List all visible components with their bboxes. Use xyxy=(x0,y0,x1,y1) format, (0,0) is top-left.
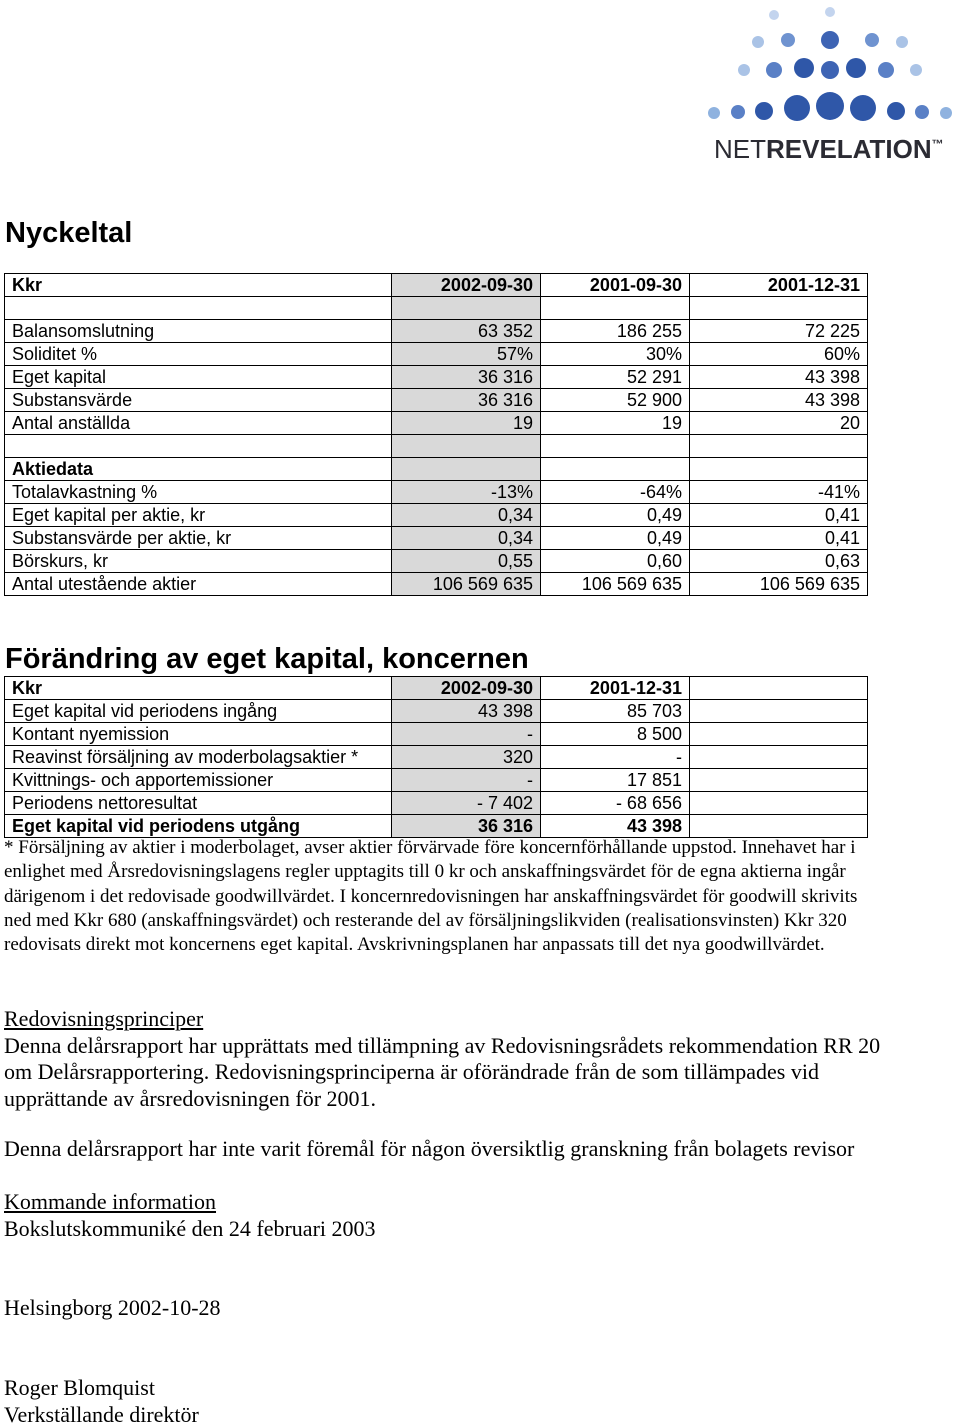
table-cell: 2002-09-30 xyxy=(392,677,541,700)
table-cell: - xyxy=(541,746,690,769)
row-label: Eget kapital per aktie, kr xyxy=(5,504,392,527)
review-note: Denna delårsrapport har inte varit föremål för någon översiktlig granskning från bolagets revisor xyxy=(4,1136,956,1163)
table-cell: 2001-12-31 xyxy=(690,274,868,297)
table-cell: 0,55 xyxy=(392,550,541,573)
table-cell: 52 291 xyxy=(541,366,690,389)
table-cell: 19 xyxy=(392,412,541,435)
table-cell xyxy=(690,435,868,458)
table-cell: 57% xyxy=(392,343,541,366)
footnote-line: redovisats direkt mot koncernens eget kapital. Avskrivningsplanen har anpassats till det nya goodwillvärdet. xyxy=(4,933,956,957)
table-cell: 2001-12-31 xyxy=(541,677,690,700)
upcoming-text: Bokslutskommuniké den 24 februari 2003 xyxy=(4,1216,956,1243)
table-cell: 17 851 xyxy=(541,769,690,792)
table-cell: 72 225 xyxy=(690,320,868,343)
nyckeltal-table xyxy=(4,273,868,596)
table-cell xyxy=(690,746,868,769)
table-cell: 43 398 xyxy=(392,700,541,723)
table-row xyxy=(5,389,868,412)
row-label: Totalavkastning % xyxy=(5,481,392,504)
table-row xyxy=(5,700,868,723)
table-cell: 85 703 xyxy=(541,700,690,723)
table-cell: 63 352 xyxy=(392,320,541,343)
signature-name: Roger Blomquist xyxy=(4,1375,956,1402)
table-row xyxy=(5,504,868,527)
table-cell: - 68 656 xyxy=(541,792,690,815)
table-cell: 43 398 xyxy=(690,389,868,412)
signature-block xyxy=(4,1375,956,1428)
table-cell xyxy=(690,700,868,723)
table-cell: 43 398 xyxy=(690,366,868,389)
table-cell: 0,63 xyxy=(690,550,868,573)
table-cell: - xyxy=(392,769,541,792)
table-cell xyxy=(541,297,690,320)
table-row xyxy=(5,769,868,792)
table-cell: 106 569 635 xyxy=(541,573,690,596)
row-label: Börskurs, kr xyxy=(5,550,392,573)
logo-revelation: REVELATION xyxy=(766,134,932,164)
row-label xyxy=(5,297,392,320)
table-row xyxy=(5,412,868,435)
table-cell: 2001-09-30 xyxy=(541,274,690,297)
table-cell: - 7 402 xyxy=(392,792,541,815)
row-label: Eget kapital xyxy=(5,366,392,389)
table-cell: 8 500 xyxy=(541,723,690,746)
table-cell xyxy=(690,297,868,320)
table-cell: 0,34 xyxy=(392,504,541,527)
logo-net: NET xyxy=(714,134,766,164)
table-row xyxy=(5,297,868,320)
table-cell: 0,34 xyxy=(392,527,541,550)
row-label: Soliditet % xyxy=(5,343,392,366)
table-row xyxy=(5,320,868,343)
upcoming-block xyxy=(4,1189,956,1242)
table-row xyxy=(5,458,868,481)
principles-line: upprättande av årsredovisningen för 2001. xyxy=(4,1086,956,1113)
table-cell: 60% xyxy=(690,343,868,366)
table-cell: 36 316 xyxy=(392,366,541,389)
table-header-row xyxy=(5,677,868,700)
row-label: Aktiedata xyxy=(5,458,392,481)
table-cell: 0,41 xyxy=(690,527,868,550)
table-cell: 30% xyxy=(541,343,690,366)
table-cell xyxy=(690,815,868,838)
table-row xyxy=(5,573,868,596)
row-label: Kontant nyemission xyxy=(5,723,392,746)
table-cell: 52 900 xyxy=(541,389,690,412)
table-cell: 36 316 xyxy=(392,815,541,838)
row-label: Balansomslutning xyxy=(5,320,392,343)
row-label: Eget kapital vid periodens utgång xyxy=(5,815,392,838)
table-cell xyxy=(392,297,541,320)
table-cell xyxy=(541,435,690,458)
logo-tm: ™ xyxy=(932,137,944,151)
table-cell: 20 xyxy=(690,412,868,435)
place-date: Helsingborg 2002-10-28 xyxy=(4,1295,956,1322)
row-label: Reavinst försäljning av moderbolagsaktier * xyxy=(5,746,392,769)
table-cell xyxy=(690,792,868,815)
table-cell: 106 569 635 xyxy=(392,573,541,596)
table-cell: -41% xyxy=(690,481,868,504)
table-cell: - xyxy=(392,723,541,746)
table-cell: 36 316 xyxy=(392,389,541,412)
row-label: Periodens nettoresultat xyxy=(5,792,392,815)
table-row xyxy=(5,343,868,366)
principles-heading: Redovisningsprinciper xyxy=(4,1006,956,1033)
signature-title: Verkställande direktör xyxy=(4,1402,956,1428)
table-row xyxy=(5,792,868,815)
principles-line: Denna delårsrapport har upprättats med tillämpning av Redovisningsrådets rekommendation RR 20 xyxy=(4,1033,956,1060)
principles-line: om Delårsrapportering. Redovisningsprinciperna är oförändrade från de som tillämpades vid xyxy=(4,1059,956,1086)
row-label: Antal anställda xyxy=(5,412,392,435)
table-cell xyxy=(690,458,868,481)
forandring-table xyxy=(4,676,868,838)
footnote xyxy=(4,836,956,957)
table-cell: 43 398 xyxy=(541,815,690,838)
table-cell: 2002-09-30 xyxy=(392,274,541,297)
footnote-line: * Försäljning av aktier i moderbolaget, avser aktier förvärvade före koncernförhållande uppstod. Innehavet har i xyxy=(4,836,956,860)
row-label: Substansvärde per aktie, kr xyxy=(5,527,392,550)
table-cell: 19 xyxy=(541,412,690,435)
table-cell xyxy=(392,458,541,481)
table-cell xyxy=(541,458,690,481)
table-cell xyxy=(690,769,868,792)
netrevelation-logo xyxy=(700,0,960,175)
table-cell: -13% xyxy=(392,481,541,504)
table-row xyxy=(5,550,868,573)
table-cell: 0,60 xyxy=(541,550,690,573)
table-cell: 106 569 635 xyxy=(690,573,868,596)
footnote-line: därigenom i det redovisade goodwillvärdet. I koncernredovisningen har anskaffningsvärdet för goodwill skrivits xyxy=(4,885,956,909)
table-cell: 320 xyxy=(392,746,541,769)
row-label: Kkr xyxy=(5,274,392,297)
table-cell: -64% xyxy=(541,481,690,504)
logo-dots xyxy=(708,7,952,121)
logo-wordmark xyxy=(714,134,944,164)
table-cell: 0,41 xyxy=(690,504,868,527)
table-row xyxy=(5,366,868,389)
table-row xyxy=(5,481,868,504)
table-cell xyxy=(690,723,868,746)
nyckeltal-title: Nyckeltal xyxy=(5,214,132,252)
table-cell: 0,49 xyxy=(541,527,690,550)
table-row xyxy=(5,527,868,550)
table-row xyxy=(5,723,868,746)
row-label: Eget kapital vid periodens ingång xyxy=(5,700,392,723)
row-label: Kkr xyxy=(5,677,392,700)
table-row xyxy=(5,815,868,838)
table-cell xyxy=(690,677,868,700)
forandring-title: Förändring av eget kapital, koncernen xyxy=(5,640,529,678)
table-cell xyxy=(392,435,541,458)
table-cell: 186 255 xyxy=(541,320,690,343)
principles-block xyxy=(4,1006,956,1112)
footnote-line: ned med Kkr 680 (anskaffningsvärdet) och resterande del av försäljningslikviden (realisationsvinsten) Kkr 320 xyxy=(4,909,956,933)
table-header-row xyxy=(5,274,868,297)
table-row xyxy=(5,435,868,458)
table-row xyxy=(5,746,868,769)
table-cell: 0,49 xyxy=(541,504,690,527)
upcoming-heading: Kommande information xyxy=(4,1189,956,1216)
row-label: Kvittnings- och apportemissioner xyxy=(5,769,392,792)
row-label xyxy=(5,435,392,458)
footnote-line: enlighet med Årsredovisningslagens regler upptagits till 0 kr och anskaffningsvärdet för de egna aktierna ingår xyxy=(4,860,956,884)
row-label: Antal utestående aktier xyxy=(5,573,392,596)
row-label: Substansvärde xyxy=(5,389,392,412)
